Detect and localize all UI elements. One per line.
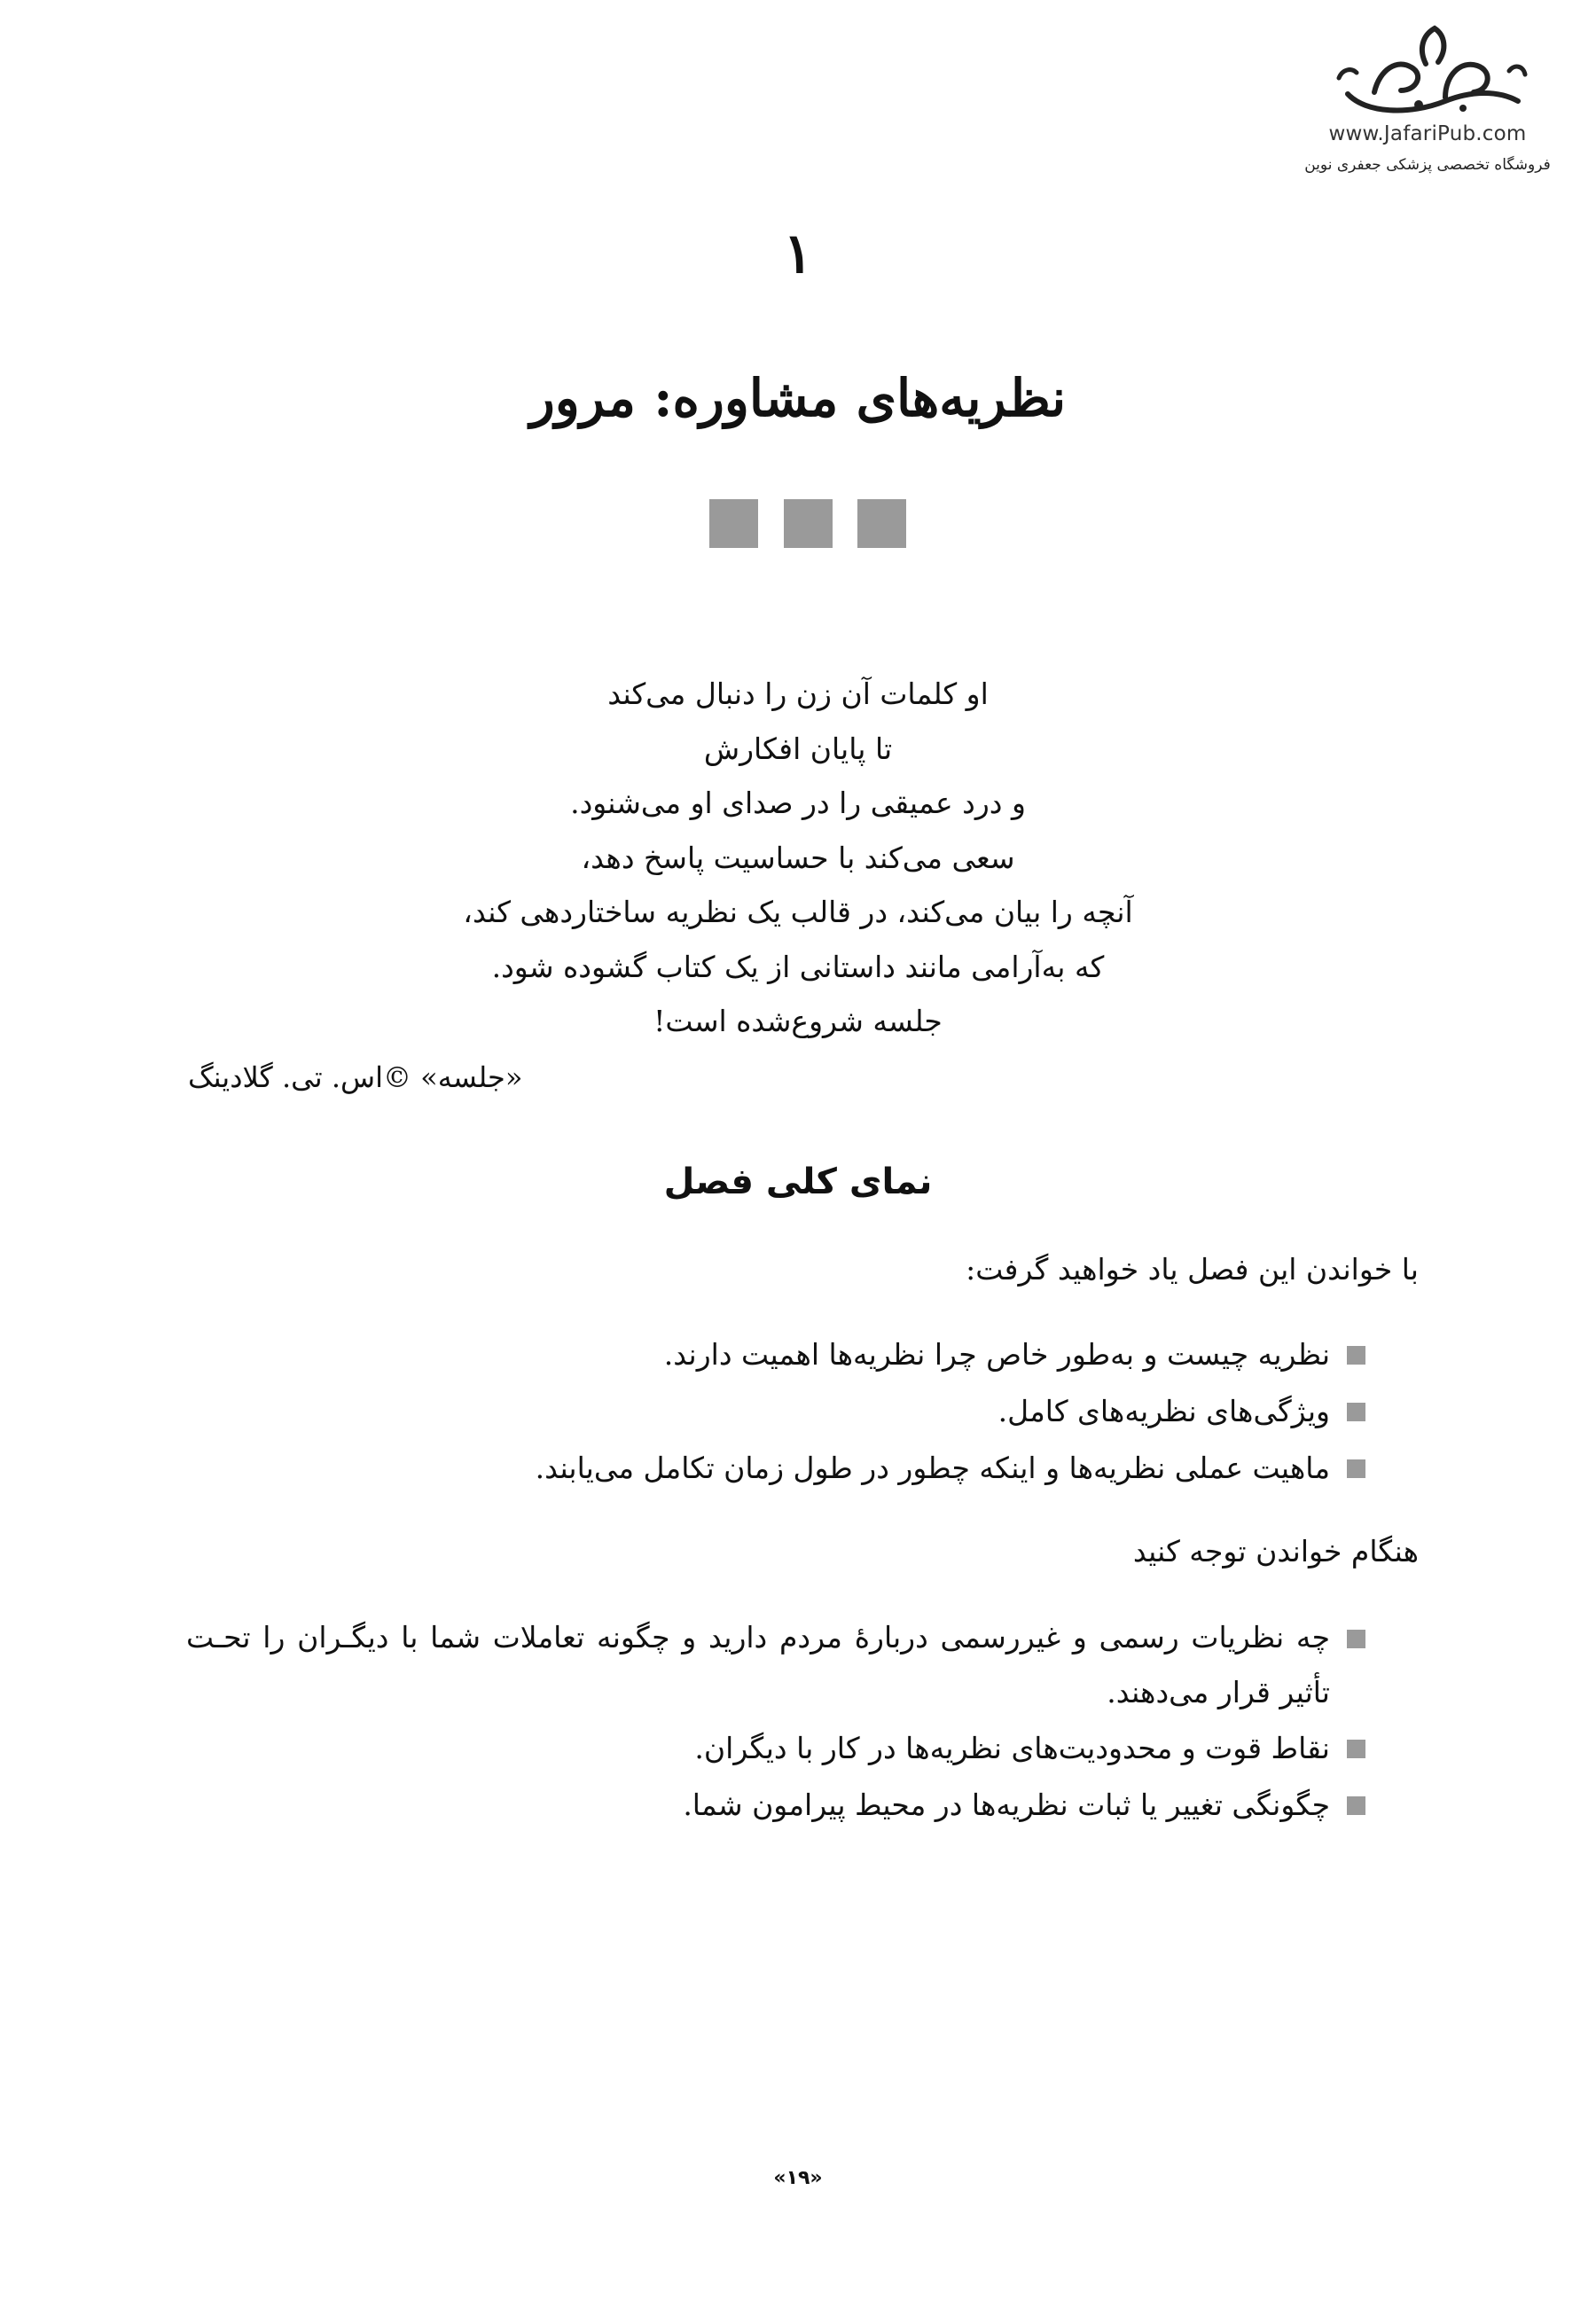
reading-considerations-list	[186, 1610, 1330, 1834]
chapter-divider	[709, 499, 906, 548]
list-item	[186, 1777, 1330, 1834]
square-bullet-icon	[1347, 1459, 1365, 1478]
square-bullet-icon	[1347, 1630, 1365, 1648]
publisher-store-name: فروشگاه تخصصی پزشکی جعفری نوین	[1304, 156, 1551, 174]
poem-line: آنچه را بیان می‌کند، در قالب یک نظریه ساختاردهی کند،	[463, 895, 1133, 929]
list-item	[186, 1383, 1330, 1440]
divider-square	[709, 499, 758, 548]
divider-square	[784, 499, 833, 548]
section-heading: نمای کلی فصل	[663, 1162, 933, 1202]
poem-line: جلسه شروع‌شده است!	[653, 1004, 943, 1038]
publisher-website: www.JafariPub.com	[1328, 122, 1527, 145]
page-number: «۱۹»	[773, 2167, 823, 2189]
learning-intro: با خواندن این فصل یاد خواهید گرفت:	[966, 1252, 1419, 1287]
poem-line: تا پایان افکارش	[703, 731, 893, 766]
poem-line: که به‌آرامی مانند داستانی از یک کتاب گشوده شود.	[491, 949, 1105, 984]
list-item-text: ویژگی‌های نظریه‌های کامل.	[998, 1394, 1330, 1428]
list-item-text: ماهیت عملی نظریه‌ها و اینکه چطور در طول زمان تکامل می‌یابند.	[535, 1451, 1330, 1485]
list-item	[186, 1440, 1330, 1497]
chapter-title: نظریه‌های مشاوره: مرور	[529, 368, 1067, 428]
list-item-text: چگونگی تغییر یا ثبات نظریه‌ها در محیط پیرامون شما.	[683, 1788, 1330, 1822]
divider-square	[857, 499, 906, 548]
square-bullet-icon	[1347, 1346, 1365, 1365]
publisher-logo	[1295, 16, 1561, 174]
list-item	[186, 1720, 1330, 1777]
square-bullet-icon	[1347, 1796, 1365, 1815]
poem-attribution: «جلسه» ©اس. تی. گلادینگ	[188, 1060, 523, 1094]
list-item-text: نظریه چیست و به‌طور خاص چرا نظریه‌ها اهمیت دارند.	[663, 1337, 1330, 1372]
chapter-number: ۱	[783, 221, 813, 286]
poem-line: سعی می‌کند با حساسیت پاسخ دهد،	[581, 840, 1015, 875]
square-bullet-icon	[1347, 1403, 1365, 1421]
jafari-pub-logo-icon	[1312, 16, 1543, 121]
list-item-text: چه نظریات رسمی و غیررسمی دربارهٔ مردم دارید و چگونه تعاملات شما با دیگـران را تحـت تأثیر قرار می‌دهند.	[186, 1620, 1330, 1709]
learning-objectives-list	[186, 1326, 1330, 1497]
list-item	[186, 1610, 1330, 1720]
poem-line: او کلمات آن زن را دنبال می‌کند	[607, 677, 989, 711]
reading-note: هنگام خواندن توجه کنید	[1132, 1534, 1419, 1569]
list-item-text: نقاط قوت و محدودیت‌های نظریه‌ها در کار با دیگران.	[694, 1731, 1330, 1765]
list-item	[186, 1326, 1330, 1383]
poem-line: و درد عمیقی را در صدای او می‌شنود.	[570, 786, 1026, 820]
square-bullet-icon	[1347, 1740, 1365, 1758]
epigraph-poem	[0, 667, 1596, 1049]
